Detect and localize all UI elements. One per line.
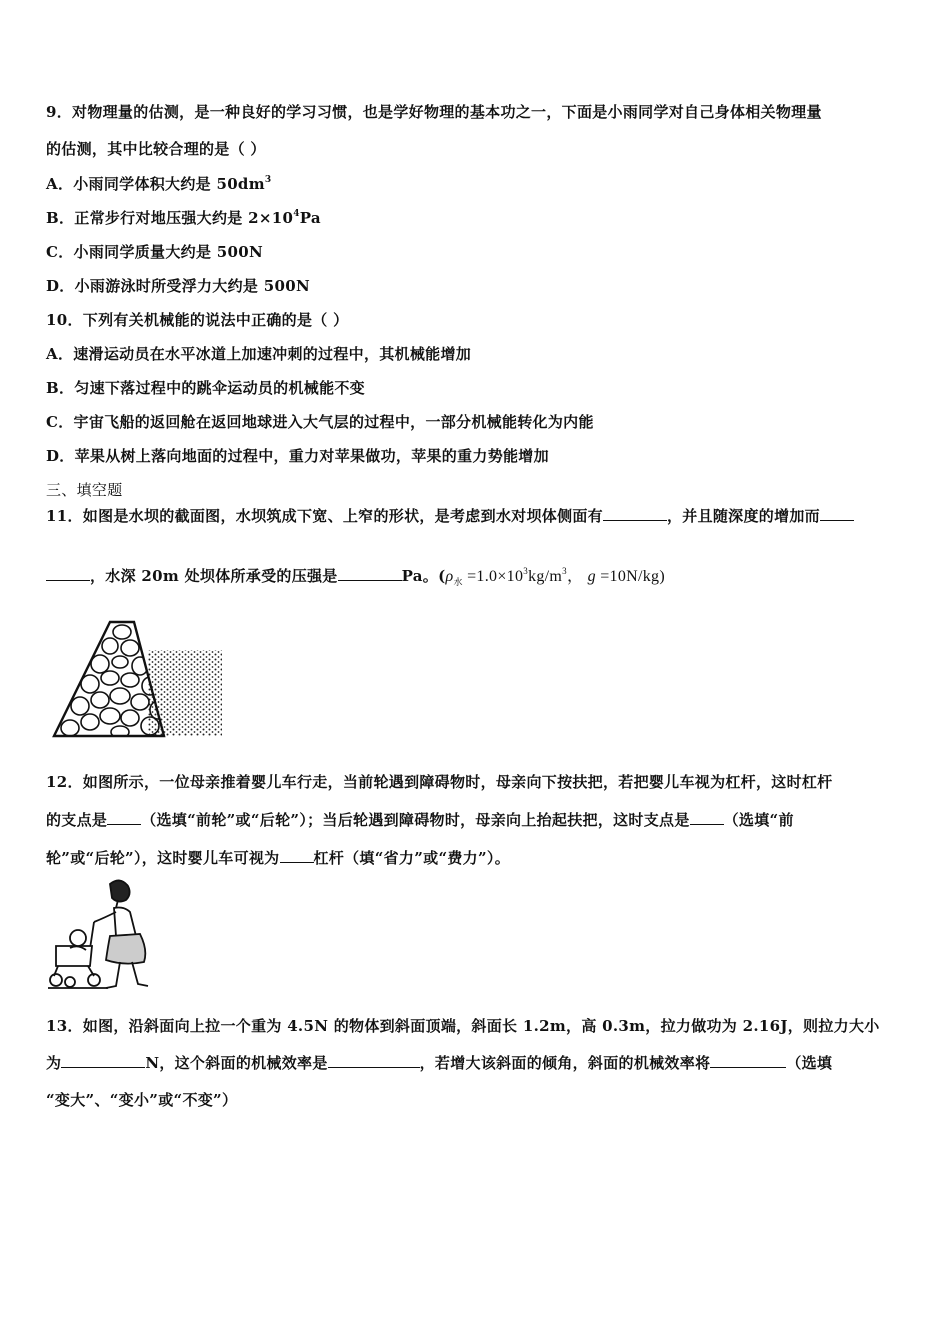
q9-option-a: A．小雨同学体积大约是 $50dm^3$ [46, 175, 272, 193]
section-title: 三、填空题 [46, 481, 123, 499]
q13-line3: “变大”、“变小”或“不变”） [46, 1091, 238, 1109]
answer-blank[interactable] [46, 566, 90, 581]
stroller [48, 922, 108, 988]
q9-stem-line2: 的估测，其中比较合理的是（ ） [46, 140, 266, 158]
answer-blank[interactable] [820, 506, 854, 521]
q11-formula: $\rho_水 =1.0\times 10^3kg/m^3$， g =10N/kg) [445, 566, 665, 588]
answer-blank[interactable] [338, 566, 402, 581]
mother-pushing-stroller-figure [48, 876, 160, 992]
answer-blank[interactable] [710, 1053, 786, 1068]
q9-option-b: B．正常步行对地压强大约是 $2\times 10^4Pa$ [46, 209, 321, 227]
q10-option-c: C．宇宙飞船的返回舱在返回地球进入大气层的过程中，一部分机械能转化为内能 [46, 413, 594, 431]
answer-blank[interactable] [107, 810, 141, 825]
mother [94, 880, 148, 988]
q12-line2: 的支点是 （选填“前轮”或“后轮”）；当后轮遇到障碍物时，母亲向上抬起扶把，这时支点是 （选填“前 [46, 811, 794, 829]
q9-option-c: C．小雨同学质量大约是 500N [46, 243, 263, 261]
answer-blank[interactable] [328, 1053, 420, 1068]
q11-line1: 11．如图是水坝的截面图，水坝筑成下宽、上窄的形状，是考虑到水对坝体侧面有 ，并且随深度的增加而 [46, 506, 854, 526]
q10-option-d: D．苹果从树上落向地面的过程中，重力对苹果做功，苹果的重力势能增加 [46, 447, 549, 465]
q9-option-d: D．小雨游泳时所受浮力大约是 500N [46, 277, 310, 295]
answer-blank[interactable] [61, 1053, 145, 1068]
q11-line2: ，水深 20m 处坝体所承受的压强是 Pa。($\rho_水 =1.0\times 10^3kg/m^3$， g =10N/kg) [46, 566, 665, 592]
answer-blank[interactable] [690, 810, 724, 825]
q13-line2: 为 N，这个斜面的机械效率是 ，若增大该斜面的倾角，斜面的机械效率将 （选填 [46, 1054, 833, 1072]
q13-line1: 13．如图，沿斜面向上拉一个重为 4.5N 的物体到斜面顶端，斜面长 1.2m，高 0.3m，拉力做功为 2.16J，则拉力大小 [46, 1017, 880, 1035]
q10-option-b: B．匀速下落过程中的跳伞运动员的机械能不变 [46, 379, 365, 397]
q12-line1: 12．如图所示，一位母亲推着婴儿车行走，当前轮遇到障碍物时，母亲向下按扶把，若把婴儿车视为杠杆，这时杠杆 [46, 773, 833, 791]
dam-cross-section-figure [52, 618, 224, 740]
answer-blank[interactable] [603, 506, 667, 521]
q10-option-a: A．速滑运动员在水平冰道上加速冲刺的过程中，其机械能增加 [46, 345, 472, 363]
q12-line3: 轮”或“后轮”），这时婴儿车可视为 杠杆（填“省力”或“费力”）。 [46, 849, 511, 867]
q10-stem: 10．下列有关机械能的说法中正确的是（ ） [46, 311, 349, 329]
q9-stem-line1: 9．对物理量的估测，是一种良好的学习习惯，也是学好物理的基本功之一，下面是小雨同学对自己身体相关物理量 [46, 103, 822, 121]
answer-blank[interactable] [280, 848, 314, 863]
